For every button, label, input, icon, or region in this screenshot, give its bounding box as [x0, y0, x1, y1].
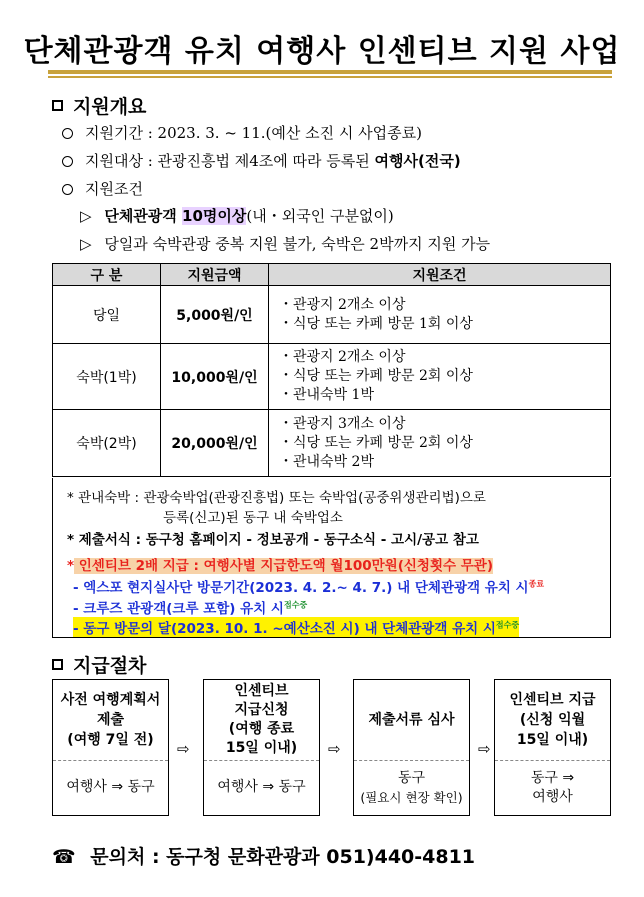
- circle-bullet-icon: [62, 128, 73, 139]
- status-badge: 접수중: [495, 620, 520, 630]
- table-row: [53, 344, 611, 410]
- contact-line: ☎ 문의처 : 동구청 문화관광과 051)440-4811: [52, 846, 476, 868]
- row-amount: 10,000원/인: [161, 344, 269, 410]
- step-1-box: 사전 여행계획서 제출 (여행 7일 전) 여행사 ⇒ 동구: [52, 679, 169, 816]
- step-3-box: 제출서류 심사 동구 (필요시 현장 확인): [353, 679, 470, 816]
- status-badge: 종료: [528, 579, 545, 589]
- note-cruise: - 크루즈 관광객(크루 포함) 유치 시$^{접수중}$: [73, 600, 308, 617]
- note-expo: - 엑스포 현지실사단 방문기간(2023. 4. 2.~ 4. 7.) 내 단체관광객 유치 시$^{종료}$: [73, 579, 545, 596]
- triangle-bullet-icon: ▷: [80, 235, 92, 253]
- note-visit-month: - 동구 방문의 달(2023. 10. 1. ~예산소진 시) 내 단체관광객 유치 시$^{접수중}$: [73, 617, 519, 637]
- note-lodging: * 관내숙박 : 관광숙박업(관광진흥법) 또는 숙박업(공중위생관리법)으로: [67, 490, 486, 506]
- header-category: 구 분: [53, 264, 161, 286]
- row-type: 당일: [53, 286, 161, 344]
- title-underline-thin: [48, 76, 612, 78]
- note-lodging-cont: 등록(신고)된 동구 내 숙박업소: [163, 510, 343, 526]
- note-double-incentive: * 인센티브 2배 지급 : 여행사별 지급한도액 월100만원(신청횟수 무관): [67, 558, 493, 574]
- flow-arrow-icon: ⇨: [478, 740, 491, 758]
- support-table: [52, 263, 611, 477]
- row-amount: 20,000원/인: [161, 410, 269, 477]
- header-amount: 지원금액: [161, 264, 269, 286]
- row-type: 숙박(1박): [53, 344, 161, 410]
- section-overview-heading: 지원개요: [52, 92, 146, 119]
- step-2-box: 인센티브 지급신청 (여행 종료 15일 이내) 여행사 ⇒ 동구: [203, 679, 320, 816]
- circle-bullet-icon: [62, 184, 73, 195]
- condition-overnight-limit: ▷ 당일과 숙박관광 중복 지원 불가, 숙박은 2박까지 지원 가능: [80, 235, 491, 253]
- triangle-bullet-icon: ▷: [80, 207, 92, 225]
- flow-arrow-icon: ⇨: [328, 740, 341, 758]
- row-conditions: ・관광지 3개소 이상 ・식당 또는 카페 방문 2회 이상 ・관내숙박 2박: [269, 410, 611, 477]
- table-header-row: [53, 264, 611, 286]
- status-badge: 접수중: [283, 600, 308, 610]
- phone-icon: ☎: [52, 846, 76, 868]
- table-row: [53, 410, 611, 477]
- notes-box: [52, 478, 611, 638]
- note-forms: * 제출서식 : 동구청 홈페이지 - 정보공개 - 동구소식 - 고시/공고 참고: [67, 532, 479, 548]
- support-conditions: 지원조건: [62, 178, 143, 199]
- row-conditions: ・관광지 2개소 이상 ・식당 또는 카페 방문 2회 이상 ・관내숙박 1박: [269, 344, 611, 410]
- page-title: 단체관광객 유치 여행사 인센티브 지원 사업: [23, 34, 621, 69]
- condition-group-size: ▷ 단체관광객 10명이상(내・외국인 구분없이): [80, 207, 394, 225]
- support-period: 지원기간 : 2023. 3. ~ 11.(예산 소진 시 사업종료): [62, 122, 422, 143]
- support-target: 지원대상 : 관광진흥법 제4조에 따라 등록된 여행사(전국): [62, 150, 461, 171]
- step-4-box: 인센티브 지급 (신청 익월 15일 이내) 동구 ⇒ 여행사: [494, 679, 611, 816]
- title-underline: [48, 70, 612, 74]
- header-conditions: 지원조건: [269, 264, 611, 286]
- row-conditions: ・관광지 2개소 이상 ・식당 또는 카페 방문 1회 이상: [269, 286, 611, 344]
- square-bullet-icon: [52, 659, 63, 670]
- section-procedure-heading: 지급절차: [52, 651, 146, 678]
- flow-arrow-icon: ⇨: [177, 740, 190, 758]
- table-row: [53, 286, 611, 344]
- row-amount: 5,000원/인: [161, 286, 269, 344]
- row-type: 숙박(2박): [53, 410, 161, 477]
- circle-bullet-icon: [62, 156, 73, 167]
- square-bullet-icon: [52, 100, 63, 111]
